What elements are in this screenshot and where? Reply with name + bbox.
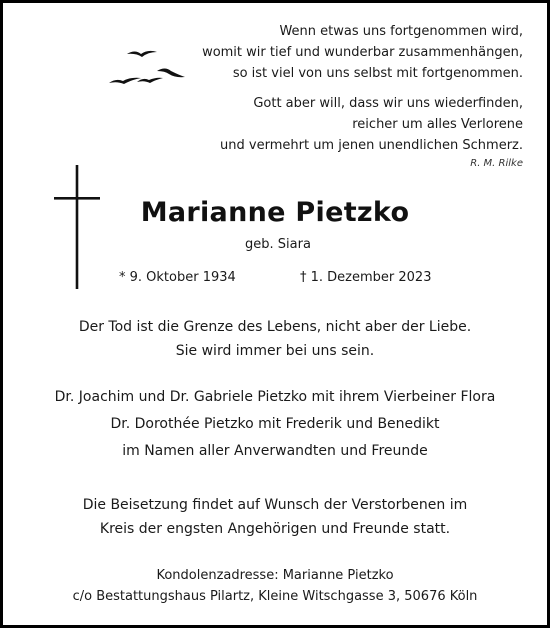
mourners-list bbox=[3, 384, 547, 465]
poem-author: R. M. Rilke bbox=[470, 158, 523, 169]
address-line: c/o Bestattungshaus Pilartz, Kleine Witschgasse 3, 50676 Köln bbox=[72, 589, 478, 604]
funeral-line: Die Beisetzung findet auf Wunsch der Verstorbenen im bbox=[82, 497, 468, 513]
birds-icon bbox=[107, 47, 203, 87]
poem-line: so ist viel von uns selbst mit fortgenommen. bbox=[232, 66, 523, 81]
deceased-name: Marianne Pietzko bbox=[140, 197, 410, 228]
mourner-line: Dr. Dorothée Pietzko mit Frederik und Benedikt bbox=[110, 416, 440, 432]
maiden-name: geb. Siara bbox=[245, 237, 311, 252]
birth-date: * 9. Oktober 1934 bbox=[119, 270, 236, 285]
quote-line: Der Tod ist die Grenze des Lebens, nicht aber der Liebe. bbox=[78, 319, 472, 335]
poem-line: womit wir tief und wunderbar zusammenhängen, bbox=[202, 45, 523, 60]
mourner-line: Dr. Joachim und Dr. Gabriele Pietzko mit ihrem Vierbeiner Flora bbox=[54, 389, 496, 405]
funeral-line: Kreis der engsten Angehörigen und Freunde statt. bbox=[99, 521, 451, 537]
address-line: Kondolenzadresse: Marianne Pietzko bbox=[156, 568, 394, 583]
poem-line: Wenn etwas uns fortgenommen wird, bbox=[279, 24, 523, 39]
death-date: † 1. Dezember 2023 bbox=[300, 270, 432, 285]
poem-line: und vermehrt um jenen unendlichen Schmerz. bbox=[220, 138, 523, 153]
poem-line: Gott aber will, dass wir uns wiederfinden, bbox=[253, 96, 523, 111]
funeral-note bbox=[3, 493, 547, 541]
condolence-address bbox=[3, 565, 547, 607]
rilke-poem bbox=[202, 21, 523, 172]
memorial-quote bbox=[3, 315, 547, 363]
quote-line: Sie wird immer bei uns sein. bbox=[175, 343, 375, 359]
mourner-line: im Namen aller Anverwandten und Freunde bbox=[122, 443, 428, 459]
poem-line: reicher um alles Verlorene bbox=[352, 117, 523, 132]
